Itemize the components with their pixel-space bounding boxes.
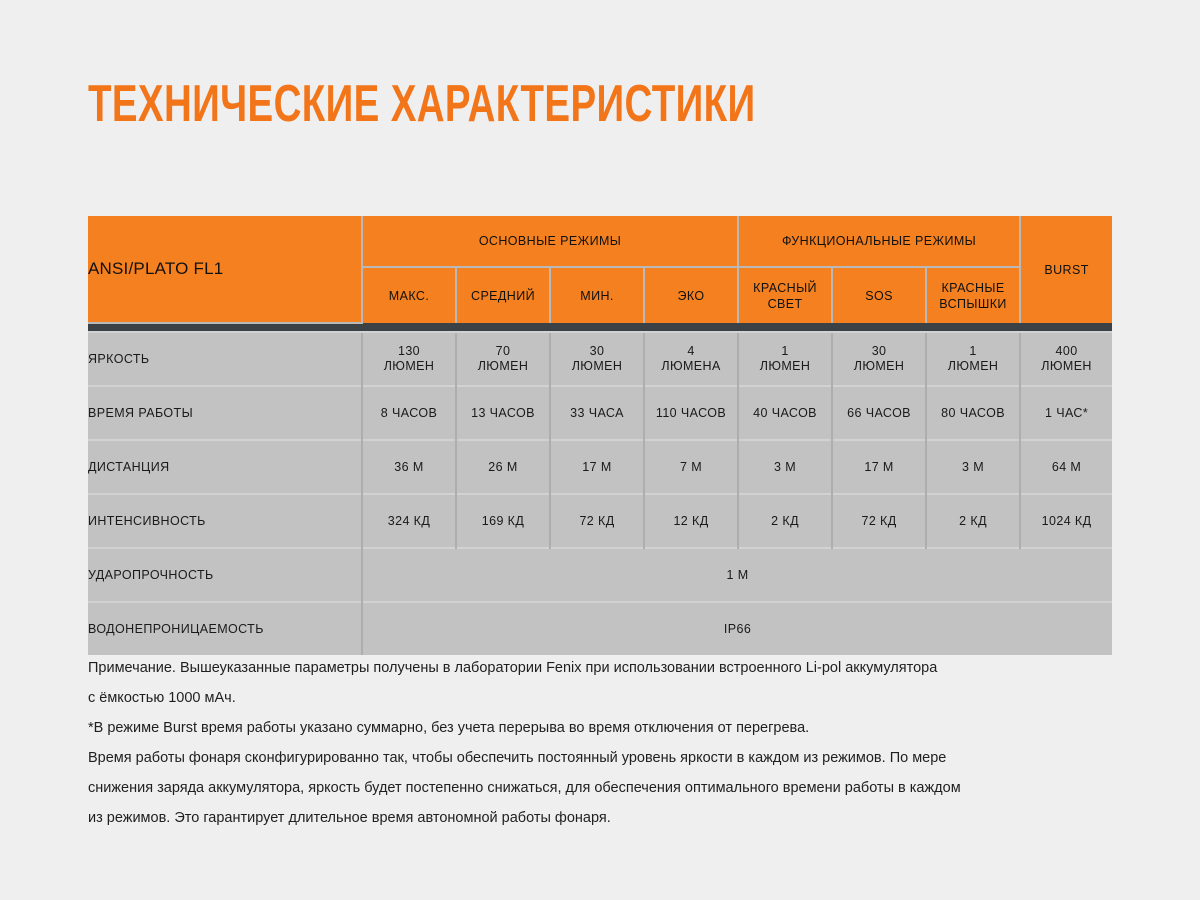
cell-value: 70 — [495, 344, 511, 358]
row-label-waterproof: ВОДОНЕПРОНИЦАЕМОСТЬ — [88, 602, 362, 655]
cell-value: 30 — [589, 344, 605, 358]
cell-intensity-medium: 169 КД — [456, 494, 550, 548]
cell-intensity-red-flashes: 2 КД — [926, 494, 1020, 548]
cell-brightness-eco — [644, 332, 738, 386]
footnote-block — [88, 653, 1118, 833]
cell-runtime-red-flashes: 80 ЧАСОВ — [926, 386, 1020, 440]
header-column-sos — [832, 267, 926, 323]
cell-brightness-sos — [832, 332, 926, 386]
cell-runtime-eco: 110 ЧАСОВ — [644, 386, 738, 440]
cell-unit: ЛЮМЕН — [759, 359, 811, 373]
cell-unit: ЛЮМЕН — [477, 359, 529, 373]
header-column-sos-line1: SOS — [865, 288, 893, 303]
header-column-medium-line1: СРЕДНИЙ — [471, 288, 535, 303]
cell-brightness-min — [550, 332, 644, 386]
row-label-distance: ДИСТАНЦИЯ — [88, 440, 362, 494]
cell-distance-max: 36 М — [362, 440, 456, 494]
header-column-red-flashes — [926, 267, 1020, 323]
row-label-impact-resistance: УДАРОПРОЧНОСТЬ — [88, 548, 362, 602]
cell-brightness-burst — [1020, 332, 1112, 386]
cell-unit: ЛЮМЕНА — [661, 359, 721, 373]
header-column-eco — [644, 267, 738, 323]
footnote-line-2: с ёмкостью 1000 мАч. — [88, 690, 236, 706]
cell-intensity-red-light: 2 КД — [738, 494, 832, 548]
cell-brightness-max — [362, 332, 456, 386]
cell-value: 4 — [687, 344, 695, 358]
table-row — [88, 548, 1112, 602]
cell-intensity-min: 72 КД — [550, 494, 644, 548]
cell-distance-min: 17 М — [550, 440, 644, 494]
table-header-group-row — [88, 216, 1112, 267]
header-column-red-light-line1: КРАСНЫЙ — [753, 280, 817, 295]
cell-runtime-max: 8 ЧАСОВ — [362, 386, 456, 440]
cell-value: 400 — [1055, 344, 1078, 358]
cell-value: 30 — [871, 344, 887, 358]
footnote-line-4: Время работы фонаря сконфигурированно так, чтобы обеспечить постоянный уровень яркости в каждом из режимов. По мере — [88, 750, 947, 766]
cell-impact-resistance-value: 1 М — [362, 548, 1112, 602]
cell-unit: ЛЮМЕН — [853, 359, 905, 373]
cell-distance-red-flashes: 3 М — [926, 440, 1020, 494]
header-column-red-flashes-line1: КРАСНЫЕ — [941, 280, 1005, 295]
header-group-functional-modes: ФУНКЦИОНАЛЬНЫЕ РЕЖИМЫ — [738, 216, 1020, 267]
cell-intensity-eco: 12 КД — [644, 494, 738, 548]
cell-value: 1 — [781, 344, 789, 358]
header-column-red-light-line2: СВЕТ — [767, 296, 803, 311]
cell-runtime-medium: 13 ЧАСОВ — [456, 386, 550, 440]
row-label-runtime: ВРЕМЯ РАБОТЫ — [88, 386, 362, 440]
header-column-burst: BURST — [1020, 216, 1112, 323]
cell-unit: ЛЮМЕН — [1041, 359, 1092, 373]
table-row — [88, 386, 1112, 440]
footnote-line-5: снижения заряда аккумулятора, яркость будет постепенно снижаться, для обеспечения оптимального времени работы в каждом — [88, 780, 961, 796]
table-row — [88, 440, 1112, 494]
header-group-main-modes: ОСНОВНЫЕ РЕЖИМЫ — [362, 216, 738, 267]
cell-intensity-sos: 72 КД — [832, 494, 926, 548]
cell-runtime-burst: 1 ЧАС* — [1020, 386, 1112, 440]
header-body-divider — [88, 323, 1112, 332]
footnote-line-1: Примечание. Вышеуказанные параметры получены в лаборатории Fenix при использовании встроенного Li-pol аккумулятора — [88, 660, 938, 676]
header-column-max — [362, 267, 456, 323]
header-ansi-plato-label: ANSI/PLATO FL1 — [88, 216, 362, 323]
header-column-min — [550, 267, 644, 323]
cell-distance-eco: 7 М — [644, 440, 738, 494]
cell-brightness-red-flashes — [926, 332, 1020, 386]
header-column-eco-line1: ЭКО — [677, 288, 705, 303]
row-label-brightness: ЯРКОСТЬ — [88, 332, 362, 386]
cell-value: 1 — [969, 344, 977, 358]
cell-distance-sos: 17 М — [832, 440, 926, 494]
header-column-max-line1: МАКС. — [388, 288, 430, 303]
cell-unit: ЛЮМЕН — [571, 359, 623, 373]
header-column-medium — [456, 267, 550, 323]
cell-distance-red-light: 3 М — [738, 440, 832, 494]
table-row — [88, 494, 1112, 548]
cell-distance-medium: 26 М — [456, 440, 550, 494]
specifications-table — [88, 216, 1112, 655]
cell-runtime-sos: 66 ЧАСОВ — [832, 386, 926, 440]
header-column-min-line1: МИН. — [580, 288, 614, 303]
cell-runtime-min: 33 ЧАСА — [550, 386, 644, 440]
page-title: ТЕХНИЧЕСКИЕ ХАРАКТЕРИСТИКИ — [88, 75, 756, 133]
cell-unit: ЛЮМЕН — [947, 359, 999, 373]
cell-intensity-max: 324 КД — [362, 494, 456, 548]
table-row — [88, 602, 1112, 655]
header-body-divider-bar — [88, 323, 1112, 332]
cell-intensity-burst: 1024 КД — [1020, 494, 1112, 548]
cell-brightness-red-light — [738, 332, 832, 386]
cell-value: 130 — [397, 344, 421, 358]
header-column-red-flashes-line2: ВСПЫШКИ — [939, 296, 1007, 311]
cell-waterproof-value: IP66 — [362, 602, 1112, 655]
row-label-intensity: ИНТЕНСИВНОСТЬ — [88, 494, 362, 548]
footnote-line-3: *В режиме Burst время работы указано суммарно, без учета перерыва во время отключения от перегрева. — [88, 720, 810, 736]
table-row — [88, 332, 1112, 386]
cell-unit: ЛЮМЕН — [383, 359, 435, 373]
cell-runtime-red-light: 40 ЧАСОВ — [738, 386, 832, 440]
footnote-line-6: из режимов. Это гарантирует длительное время автономной работы фонаря. — [88, 810, 611, 826]
header-column-red-light — [738, 267, 832, 323]
cell-brightness-medium — [456, 332, 550, 386]
cell-distance-burst: 64 М — [1020, 440, 1112, 494]
